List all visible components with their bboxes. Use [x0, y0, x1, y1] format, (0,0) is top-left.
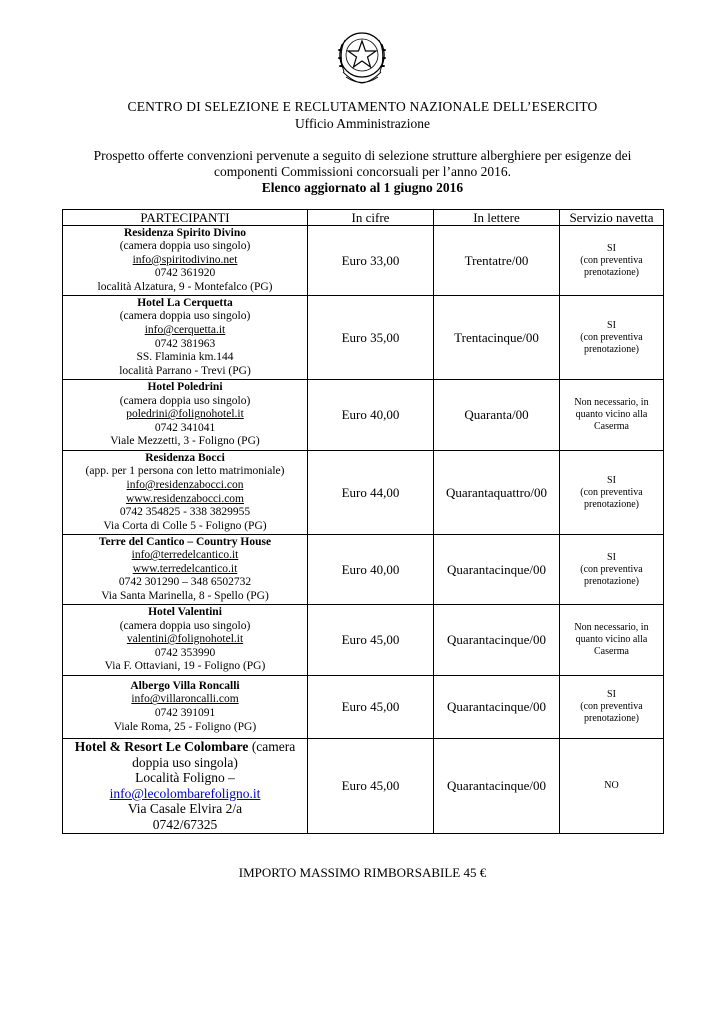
offers-table — [62, 209, 664, 834]
table-row — [63, 296, 664, 380]
shuttle-line: Caserma — [594, 646, 629, 657]
hotel-name: Hotel & Resort Le Colombare — [74, 739, 249, 754]
hotel-name: Residenza Bocci — [145, 451, 225, 464]
hotel-name: Residenza Spirito Divino — [123, 226, 247, 239]
table-row — [63, 605, 664, 676]
shuttle-line: (con preventiva — [580, 254, 643, 266]
email-link[interactable]: info@cerquetta.it — [144, 323, 226, 336]
col-header-in-lettere: In lettere — [434, 210, 560, 226]
update-date: Elenco aggiornato al 1 giugno 2016 — [261, 180, 464, 195]
price-figures: Euro 45,00 — [308, 605, 434, 676]
address: località Alzatura, 9 - Montefalco (PG) — [97, 280, 273, 293]
website-link[interactable]: www.terredelcantico.it — [132, 562, 238, 575]
phone: 0742 341041 — [154, 421, 216, 434]
office-title: CENTRO DI SELEZIONE E RECLUTAMENTO NAZIONALE DELL’ESERCITO — [127, 99, 598, 114]
address: Via F. Ottaviani, 19 - Foligno (PG) — [104, 660, 266, 673]
shuttle-line: SI — [607, 242, 616, 254]
room-type: (app. per 1 persona con letto matrimoniale) — [85, 465, 285, 478]
phone: 0742 391091 — [154, 707, 216, 719]
col-header-in-cifre: In cifre — [308, 210, 434, 226]
email-link[interactable]: info@residenzabocci.con — [126, 478, 244, 491]
shuttle-line: Caserma — [594, 421, 629, 432]
price-words: Trentacinque/00 — [434, 296, 560, 380]
phone: 0742 361920 — [154, 267, 216, 280]
max-refund-note: IMPORTO MASSIMO RIMBORSABILE 45 € — [238, 865, 487, 880]
price-words: Quaranta/00 — [434, 380, 560, 451]
shuttle-line: (con preventiva — [580, 701, 643, 712]
hotel-name: Terre del Cantico – Country House — [98, 535, 272, 548]
email-link[interactable]: info@lecolombarefoligno.it — [109, 785, 261, 801]
hotel-name: Hotel Valentini — [148, 606, 222, 619]
shuttle-service — [560, 605, 664, 676]
address: Via Corta di Colle 5 - Foligno (PG) — [103, 519, 267, 532]
shuttle-line: Non necessario, in — [574, 397, 649, 408]
shuttle-line: (con preventiva — [580, 563, 643, 575]
address: SS. Flaminia km.144 — [136, 351, 234, 364]
phone: 0742 381963 — [154, 337, 216, 350]
hotel-name: Hotel La Cerquetta — [137, 296, 233, 309]
table-row — [63, 226, 664, 296]
shuttle-line: prenotazione) — [584, 575, 639, 587]
table-row — [63, 535, 664, 605]
shuttle-line: prenotazione) — [584, 343, 639, 355]
shuttle-service — [560, 535, 664, 605]
shuttle-service — [560, 226, 664, 296]
address: Viale Roma, 25 - Foligno (PG) — [113, 720, 257, 733]
shuttle-service — [560, 451, 664, 535]
price-words: Trentatre/00 — [434, 226, 560, 296]
email-link[interactable]: poledrini@folignohotel.it — [126, 408, 244, 421]
participant-cell — [63, 676, 308, 739]
email-link[interactable]: info@spiritodivino.net — [132, 253, 238, 266]
room-type: (camera doppia uso singolo) — [119, 240, 251, 253]
intro-line-1: Prospetto offerte convenzioni pervenute a seguito di selezione strutture alberghiere per esigenze dei — [93, 148, 632, 163]
address: Viale Mezzetti, 3 - Foligno (PG) — [110, 435, 260, 448]
shuttle-line: NO — [604, 779, 619, 791]
office-subtitle: Ufficio Amministrazione — [294, 116, 431, 131]
shuttle-line: (con preventiva — [580, 331, 643, 343]
shuttle-service — [560, 380, 664, 451]
price-figures: Euro 35,00 — [308, 296, 434, 380]
room-type: (camera doppia uso singolo) — [119, 394, 251, 407]
shuttle-service — [560, 296, 664, 380]
email-link[interactable]: valentini@folignohotel.it — [126, 633, 244, 646]
shuttle-line: quanto vicino alla — [575, 409, 648, 420]
email-link[interactable]: info@terredelcantico.it — [131, 549, 239, 562]
table-header-row — [63, 210, 664, 226]
shuttle-line: prenotazione) — [584, 498, 639, 510]
intro-line-2: componenti Commissioni concorsuali per l’anno 2016. — [214, 164, 511, 179]
price-figures: Euro 45,00 — [308, 739, 434, 834]
italian-republic-emblem-icon — [331, 26, 393, 88]
phone: 0742/67325 — [152, 816, 218, 832]
shuttle-line: (con preventiva — [580, 486, 643, 498]
shuttle-service — [560, 676, 664, 739]
price-words: Quarantaquattro/00 — [434, 451, 560, 535]
price-words: Quarantacinque/00 — [434, 676, 560, 739]
price-figures: Euro 44,00 — [308, 451, 434, 535]
document-intro — [0, 148, 725, 196]
shuttle-line: SI — [607, 474, 616, 486]
participant-cell — [63, 605, 308, 676]
table-row — [63, 380, 664, 451]
participant-cell — [63, 380, 308, 451]
phone: 0742 353990 — [154, 646, 216, 659]
shuttle-line: SI — [607, 689, 616, 700]
phone: 0742 301290 – 348 6502732 — [118, 576, 252, 589]
room-type-cont: doppia uso singola) — [132, 754, 238, 770]
locality: Località Foligno – — [135, 770, 235, 786]
participant-cell — [63, 739, 308, 834]
col-header-partecipanti: PARTECIPANTI — [63, 210, 308, 226]
participant-cell — [63, 296, 308, 380]
email-link[interactable]: info@villaroncalli.com — [131, 693, 239, 706]
price-figures: Euro 40,00 — [308, 535, 434, 605]
phone: 0742 354825 - 338 3829955 — [119, 506, 251, 519]
shuttle-service — [560, 739, 664, 834]
price-words: Quarantacinque/00 — [434, 739, 560, 834]
room-type: (camera — [248, 739, 296, 754]
address: Via Casale Elvira 2/a — [127, 801, 243, 817]
address: Via Santa Marinella, 8 - Spello (PG) — [101, 589, 269, 602]
website-link[interactable]: www.residenzabocci.com — [125, 492, 245, 505]
shuttle-line: SI — [607, 319, 616, 331]
participant-cell — [63, 535, 308, 605]
shuttle-line: quanto vicino alla — [575, 634, 648, 645]
table-row — [63, 739, 664, 834]
shuttle-line: Non necessario, in — [574, 622, 649, 633]
price-figures: Euro 33,00 — [308, 226, 434, 296]
hotel-name: Albergo Villa Roncalli — [130, 679, 240, 692]
address-locality: località Parrano - Trevi (PG) — [119, 364, 251, 377]
participant-cell — [63, 226, 308, 296]
table-row — [63, 676, 664, 739]
room-type: (camera doppia uso singolo) — [119, 310, 251, 323]
hotel-name: Hotel Poledrini — [147, 381, 223, 394]
price-words: Quarantacinque/00 — [434, 535, 560, 605]
room-type: (camera doppia uso singolo) — [119, 619, 251, 632]
price-figures: Euro 40,00 — [308, 380, 434, 451]
col-header-servizio-navetta: Servizio navetta — [560, 210, 664, 226]
participant-cell — [63, 451, 308, 535]
price-figures: Euro 45,00 — [308, 676, 434, 739]
shuttle-line: SI — [607, 551, 616, 563]
price-words: Quarantacinque/00 — [434, 605, 560, 676]
table-row — [63, 451, 664, 535]
shuttle-line: prenotazione) — [584, 266, 639, 278]
shuttle-line: prenotazione) — [584, 713, 639, 724]
